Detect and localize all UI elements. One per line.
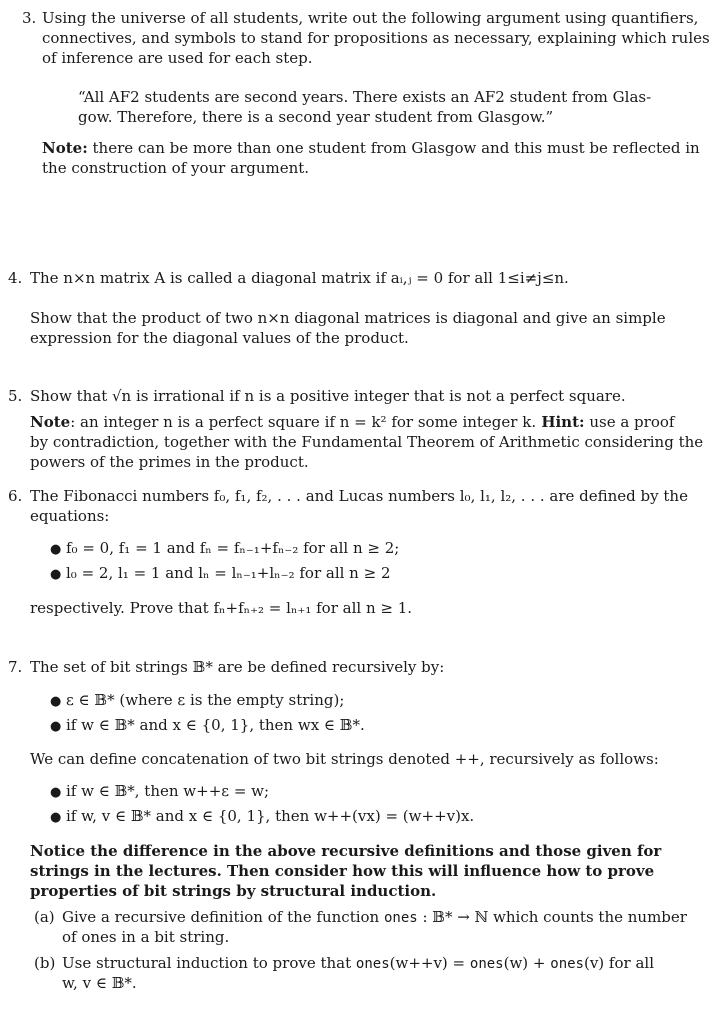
hint-label: Hint: [536,413,585,431]
notice-line-2: strings in the lectures. Then consider how this will influence how to prove [30,862,655,880]
bullet-dot: ● [50,694,62,709]
ones-function: ones [550,956,584,972]
fibonacci-definition: f₀ = 0, f₁ = 1 and fₙ = fₙ₋₁+fₙ₋₂ for all n ≥ 2; [66,539,400,557]
question-6-line-1: The Fibonacci numbers f₀, f₁, f₂, . . . and Lucas numbers l₀, l₁, l₂, . . . are defined by the [30,487,688,505]
part-b-text: Use structural induction to prove that [62,954,356,972]
question-3-quote-line-1: “All AF2 students are second years. There exists an AF2 student from Glas- [78,88,652,106]
question-7-line-2: We can define concatenation of two bit strings denoted ++, recursively as follows: [30,750,659,768]
part-a-text: : 𝔹* → ℕ which counts the number [417,908,687,926]
bullet-dot: ● [50,567,62,582]
note-text: : an integer n is a perfect square if n = k² for some integer k. [70,413,537,431]
question-3-number: 3. [22,9,37,27]
part-a-text: Give a recursive definition of the function [62,908,384,926]
question-3-line-1: Using the universe of all students, write out the following argument using quantifiers, [42,9,699,27]
part-b-text: (w++v) = [389,954,470,972]
question-5-line-3: by contradiction, together with the Fundamental Theorem of Arithmetic considering the [30,433,704,451]
bitstring-base-case: ε ∈ 𝔹* (where ε is the empty string); [66,691,345,709]
hint-text: use a proof [584,413,675,431]
notice-line-3: properties of bit strings by structural induction. [30,882,437,900]
concat-recursive-case: if w, v ∈ 𝔹* and x ∈ {0, 1}, then w++(vx) = (w++v)x. [66,807,475,825]
ones-function: ones [383,910,418,926]
question-4-line-3: expression for the diagonal values of the product. [30,329,409,347]
part-b-line-2: w, v ∈ 𝔹*. [62,974,137,992]
question-3-line-3: of inference are used for each step. [42,49,313,67]
note-label: Note: [42,139,88,157]
concat-base-case: if w ∈ 𝔹*, then w++ε = w; [66,782,270,800]
note-label: Note [30,413,71,431]
bullet-dot: ● [50,785,62,800]
notice-line-1: Notice the difference in the above recursive definitions and those given for [30,842,662,860]
part-b-text: (w) + [503,954,551,972]
part-b-text: (v) for all [583,954,654,972]
bullet-dot: ● [50,719,62,734]
question-5-line-4: powers of the primes in the product. [30,453,309,471]
part-a-line-2: of ones in a bit string. [62,928,230,946]
question-4-line-1: The n×n matrix A is called a diagonal matrix if aᵢ,ⱼ = 0 for all 1≤i≠j≤n. [30,269,569,287]
part-b-line-1 [62,953,654,974]
ones-function: ones [355,956,390,972]
note-text: there can be more than one student from Glasgow and this must be reflected in [87,139,700,157]
question-3-note [42,138,700,158]
part-a-line-1 [62,907,687,928]
question-5-number: 5. [8,387,23,405]
part-b-label: (b) [34,954,56,972]
bullet-dot: ● [50,810,62,825]
question-5-line-1: Show that √n is irrational if n is a positive integer that is not a perfect square. [30,387,626,405]
question-5-note [30,412,674,432]
bitstring-recursive-case: if w ∈ 𝔹* and x ∈ {0, 1}, then wx ∈ 𝔹*. [66,716,365,734]
question-4-line-2: Show that the product of two n×n diagonal matrices is diagonal and give an simple [30,309,666,327]
lucas-definition: l₀ = 2, l₁ = 1 and lₙ = lₙ₋₁+lₙ₋₂ for all n ≥ 2 [66,564,391,582]
ones-function: ones [469,956,504,972]
question-6-line-3: respectively. Prove that fₙ+fₙ₊₂ = lₙ₊₁ for all n ≥ 1. [30,599,413,617]
bullet-dot: ● [50,542,62,557]
question-6-line-2: equations: [30,507,110,525]
question-3-note-line-2: the construction of your argument. [42,159,310,177]
question-7-number: 7. [8,658,23,676]
question-4-number: 4. [8,269,23,287]
question-3-line-2: connectives, and symbols to stand for propositions as necessary, explaining which rules [42,29,710,47]
question-3-quote-line-2: gow. Therefore, there is a second year student from Glasgow.” [78,108,554,126]
question-6-number: 6. [8,487,23,505]
question-7-line-1: The set of bit strings 𝔹* are be defined recursively by: [30,658,445,676]
part-a-label: (a) [34,908,55,926]
